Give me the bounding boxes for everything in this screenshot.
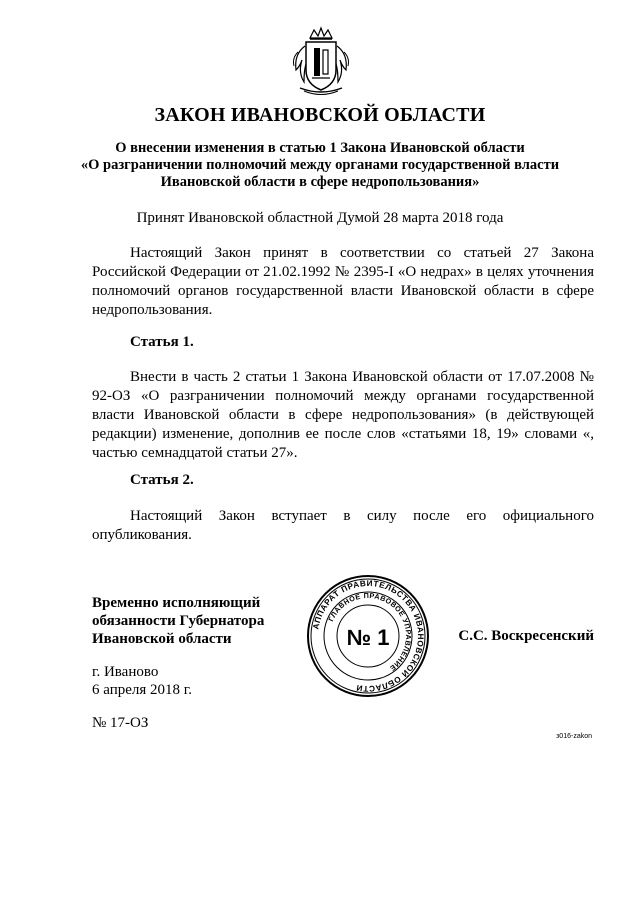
article-1-text: Внести в часть 2 статьи 1 Закона Ивановской области от 17.07.2008 № 92-ОЗ «О разграничении полномочий между органами государственной власти Ивановской области в сфере недропользования» (в действующей редакции) изменение, дополнив ее после слов «статьями 18, 19» словами «, частью семнадцатой статьи 27». — [92, 369, 594, 461]
stamp-ring-text: АППАРАТ ПРАВИТЕЛЬСТВА ИВАНОВСКОЙ ОБЛАСТИ — [311, 578, 426, 694]
stamp-inner-text: ГЛАВНОЕ ПРАВОВОЕ УПРАВЛЕНИЕ — [326, 590, 414, 674]
signer-title-line: Временно исполняющий — [92, 595, 261, 611]
article-2-text: Настоящий Закон вступает в силу после его официального опубликования. — [92, 508, 594, 543]
subtitle-line: Ивановской области в сфере недропользования» — [160, 174, 480, 190]
signer-title — [92, 594, 264, 648]
adoption-line: Принят Ивановской областной Думой 28 марта 2018 года — [136, 210, 504, 226]
stamp-number: № 1 — [346, 625, 390, 650]
signer-name: С.С. Воскресенский — [458, 628, 594, 644]
subtitle-line: «О разграничении полномочий между органами государственной власти — [80, 157, 560, 173]
place-and-date — [92, 663, 192, 699]
city: г. Иваново — [92, 664, 159, 680]
subtitle-line: О внесении изменения в статью 1 Закона Ивановской области — [115, 140, 525, 156]
signing-date: 6 апреля 2018 г. — [92, 682, 192, 698]
signer-title-line: обязанности Губернатора — [92, 613, 265, 629]
document-subtitle — [60, 140, 580, 191]
law-number: № 17-ОЗ — [92, 715, 149, 731]
article-2-heading: Статья 2. — [130, 472, 194, 488]
file-code: з016-zakon — [556, 733, 592, 740]
signer-title-line: Ивановской области — [92, 631, 232, 647]
official-stamp — [306, 574, 430, 698]
article-1-heading: Статья 1. — [130, 334, 194, 350]
preamble-paragraph: Настоящий Закон принят в соответствии со статьей 27 Закона Российской Федерации от 21.02.1992 № 2395-I «О недрах» в целях уточнения полномочий органов государственной власти Ивановской области в сфере недропользования. — [92, 245, 594, 318]
document-title: ЗАКОН ИВАНОВСКОЙ ОБЛАСТИ — [154, 104, 486, 126]
coat-of-arms-icon — [290, 26, 352, 96]
